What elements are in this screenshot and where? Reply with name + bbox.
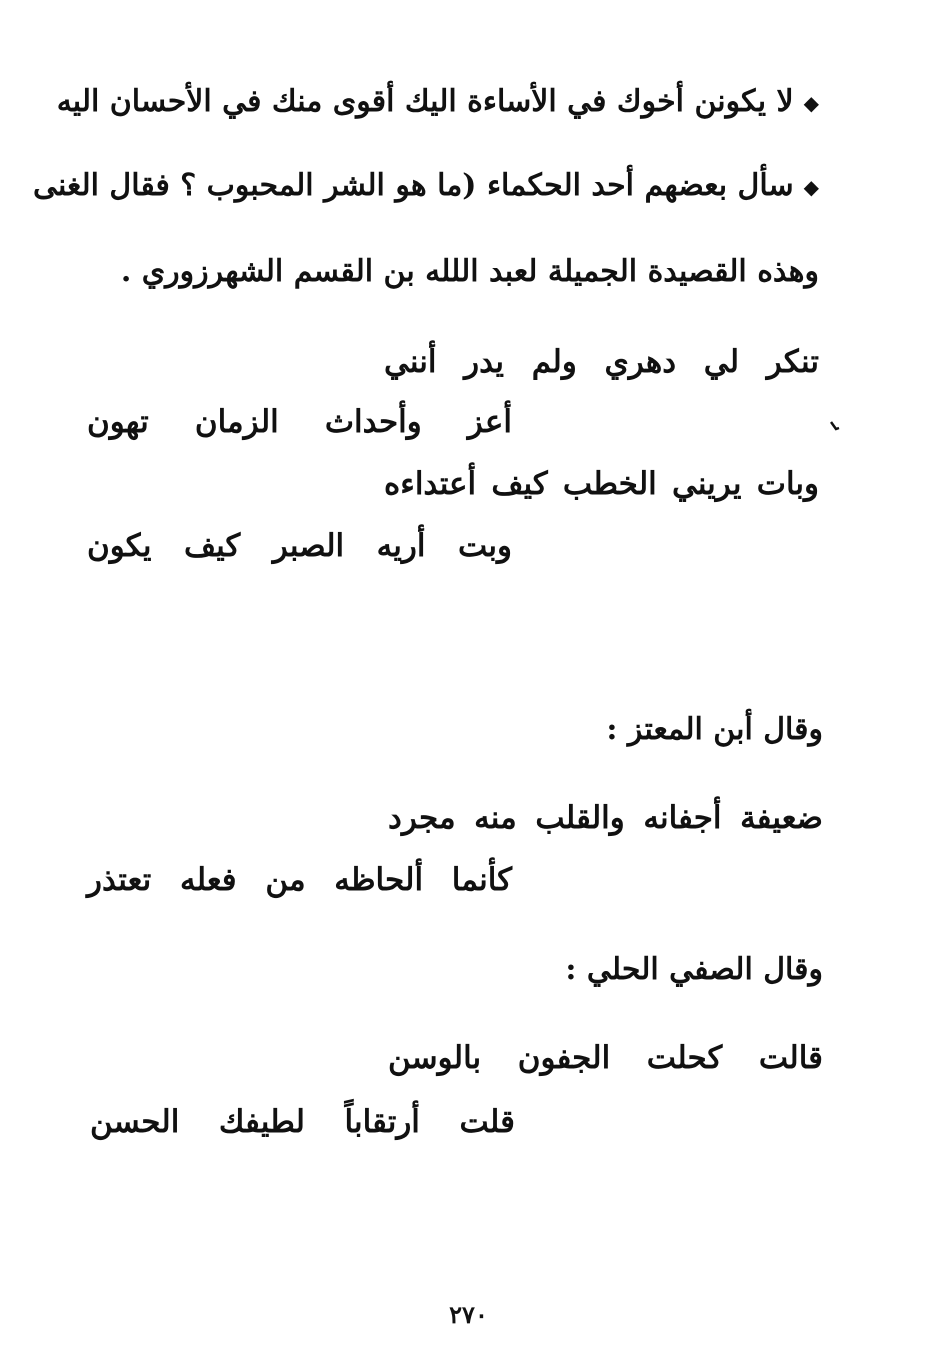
poem-word: أرتقاباً xyxy=(344,1104,420,1140)
poem-word: وبات xyxy=(756,466,819,502)
poem-word: منه xyxy=(474,800,517,836)
poem-word: كأنما xyxy=(451,862,512,898)
poem-word: والقلب xyxy=(535,800,625,836)
poem1-line-3 xyxy=(384,466,819,503)
poem3-line-2 xyxy=(90,1104,515,1141)
poem1-line-1 xyxy=(384,344,819,381)
poem-word: لطيفك xyxy=(218,1104,305,1140)
poem-word: تهون xyxy=(87,404,149,440)
poem-word: الخطب xyxy=(562,466,657,502)
section-heading-ibn-almutazz: وقال أبن المعتز : xyxy=(606,712,823,747)
poem-word: الزمان xyxy=(194,404,279,440)
poem2-line-1 xyxy=(388,800,823,837)
poem-word: يريني xyxy=(671,466,742,502)
poem-word: كيف xyxy=(184,528,241,564)
poem-word: الصبر xyxy=(272,528,345,564)
page-number: ٢٧٠ xyxy=(449,1300,488,1329)
diamond-bullet-icon: ◆ xyxy=(803,175,819,199)
intro-text: وهذه القصيدة الجميلة لعبد اللله بن القسم الشهرزوري . xyxy=(120,254,819,289)
poem-word: وأحداث xyxy=(324,404,422,440)
poem2-line-2 xyxy=(87,862,512,899)
poem-word: دهري xyxy=(604,344,677,380)
poem-word: يدر xyxy=(464,344,505,380)
poem3-line-1 xyxy=(388,1040,823,1077)
poem1-line-2 xyxy=(87,404,512,441)
stray-mark-icon xyxy=(830,420,840,432)
poem-word: قالت xyxy=(758,1040,823,1076)
poem-word: لي xyxy=(703,344,740,380)
poem-word: كحلت xyxy=(646,1040,723,1076)
diamond-bullet-icon: ◆ xyxy=(803,91,819,115)
poem-word: كيف xyxy=(491,466,548,502)
poem-word: بالوسن xyxy=(388,1040,482,1076)
proverb-line-1 xyxy=(57,84,819,120)
proverb-line-2 xyxy=(33,168,819,204)
poem-word: أريه xyxy=(376,528,426,564)
poem-word: أجفانه xyxy=(643,800,722,836)
poem-word: فعله xyxy=(179,862,237,898)
poem-word: أعز xyxy=(467,404,512,440)
poem-word: ضعيفة xyxy=(740,800,823,836)
poem-word: تنكر xyxy=(766,344,819,380)
poem-word: الجفون xyxy=(517,1040,611,1076)
poem1-line-4 xyxy=(87,528,512,565)
poem-word: الحسن xyxy=(90,1104,180,1140)
proverb-text-1: لا يكونن أخوك في الأساءة اليك أقوى منك في الأحسان اليه xyxy=(56,84,794,119)
proverb-text-2: سأل بعضهم أحد الحكماء (ما هو الشر المحبوب ؟ فقال الغنى xyxy=(32,168,794,203)
poem-word: أعتداءه xyxy=(384,466,477,502)
poem-word: قلت xyxy=(459,1104,515,1140)
poem-word: من xyxy=(265,862,306,898)
section-heading-safi-alhilli: وقال الصفي الحلي : xyxy=(565,952,823,987)
poem-word: ألحاظه xyxy=(334,862,424,898)
poem-word: أنني xyxy=(384,344,437,380)
poem-word: مجرد xyxy=(388,800,456,836)
poem-word: تعتذر xyxy=(87,862,152,898)
poem-word: ولم xyxy=(531,344,577,380)
poem-word: وبت xyxy=(457,528,512,564)
poem-word: يكون xyxy=(87,528,152,564)
